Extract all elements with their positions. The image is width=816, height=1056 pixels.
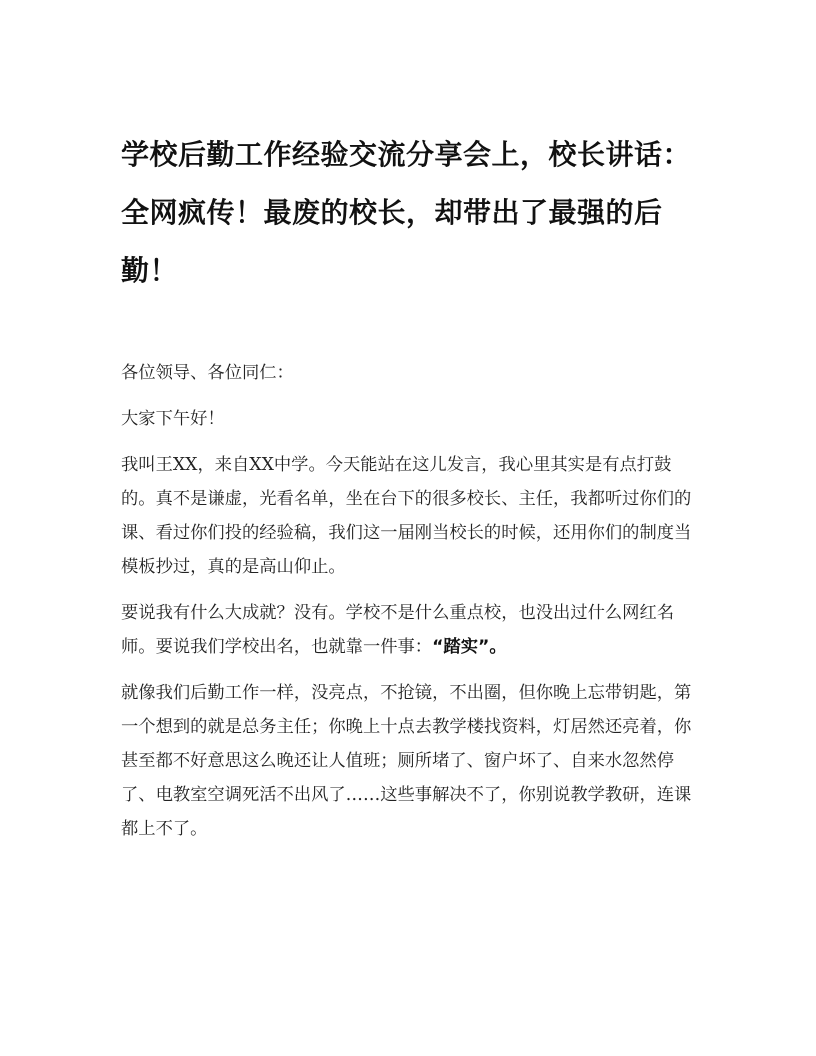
achievement-paragraph — [121, 596, 699, 664]
greeting-paragraph: 各位领导、各位同仁： — [121, 363, 294, 383]
achievement-text: 要说我有什么大成就？没有。学校不是什么重点校，也没出过什么网红名师。要说我们学校出名，也就靠一件事： — [121, 603, 675, 657]
document-body — [121, 356, 699, 858]
document-title: 学校后勤工作经验交流分享会上，校长讲话：全网疯传！最废的校长，却带出了最强的后勤！ — [121, 138, 692, 287]
salutation-paragraph: 大家下午好！ — [121, 409, 225, 429]
intro-paragraph: 我叫王XX，来自XX中学。今天能站在这儿发言，我心里其实是有点打鼓的。真不是谦虚，光看名单，坐在台下的很多校长、主任，我都听过你们的课、看过你们投的经验稿，我们这一届刚当校长的时候，还用你们的制度当模板抄过，真的是高山仰止。 — [121, 455, 692, 577]
logistics-paragraph: 就像我们后勤工作一样，没亮点，不抢镜，不出圈，但你晚上忘带钥匙，第一个想到的就是总务主任；你晚上十点去教学楼找资料，灯居然还亮着，你甚至都不好意思这么晚还让人值班；厕所堵了、窗户坏了、自来水忽然停了、电教室空调死活不出风了……这些事解决不了，你别说教学教研，连课都上不了。 — [121, 683, 692, 839]
emphasis-text: “踏实”。 — [432, 637, 507, 657]
